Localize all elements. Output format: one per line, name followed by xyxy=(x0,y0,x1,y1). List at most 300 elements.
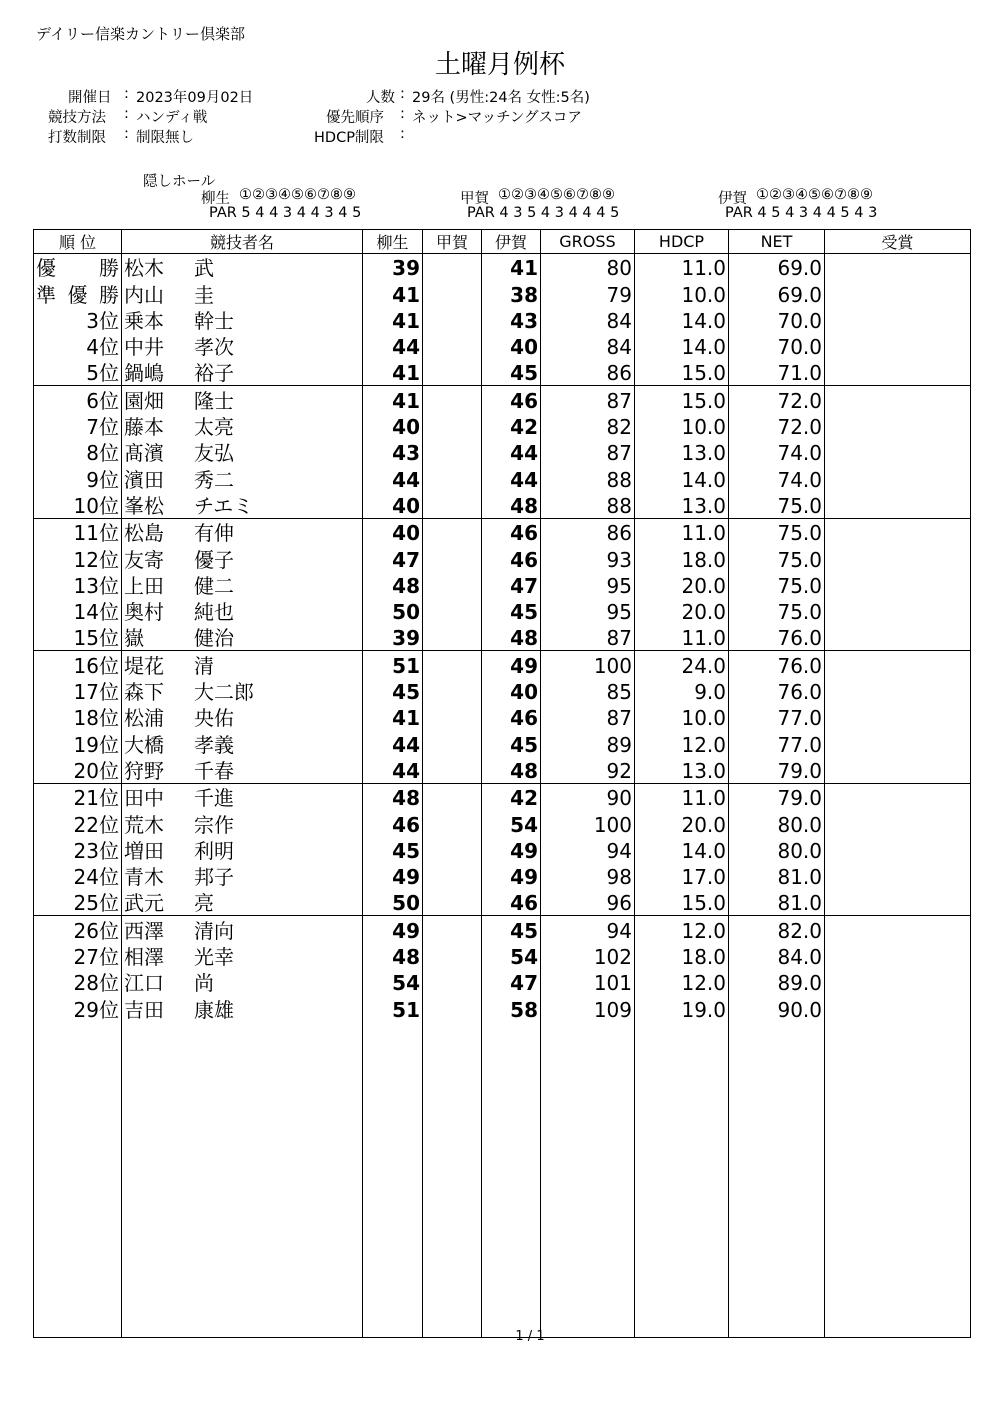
page-title: 土曜月例杯 xyxy=(434,50,565,80)
net-cell: 70.0 xyxy=(729,307,825,333)
course-yagyu-name: 柳生 xyxy=(201,191,230,207)
iga-score-cell: 49 xyxy=(482,837,541,863)
award-cell xyxy=(825,651,971,678)
rank-cell: 5位 xyxy=(34,359,122,386)
rank-cell: 優 勝 xyxy=(34,254,122,281)
col-rank-header: 順 位 xyxy=(34,230,122,254)
award-cell xyxy=(825,439,971,465)
gross-cell: 88 xyxy=(541,465,635,491)
course-koka-holes: ①②③④⑤⑥⑦⑧⑨ xyxy=(498,187,615,203)
results-table xyxy=(33,229,971,1338)
player-last-name: 青木 xyxy=(124,865,164,890)
net-cell: 81.0 xyxy=(729,863,825,889)
limit-label: 打数制限 xyxy=(48,130,106,146)
player-last-name: 鍋嶋 xyxy=(124,361,164,386)
limit-colon: : xyxy=(124,126,129,142)
col-yagyu-header: 柳生 xyxy=(363,230,423,254)
koka-score-cell xyxy=(423,624,482,651)
gross-cell: 82 xyxy=(541,413,635,439)
hdcp-cell: 12.0 xyxy=(635,730,729,756)
player-first-name: チエミ xyxy=(194,493,254,518)
player-first-name: 裕子 xyxy=(194,361,234,386)
gross-cell: 86 xyxy=(541,518,635,545)
player-first-name: 幹士 xyxy=(194,308,234,333)
iga-score-cell: 43 xyxy=(482,307,541,333)
net-cell: 77.0 xyxy=(729,704,825,730)
hdcp-cell: 13.0 xyxy=(635,757,729,784)
hdcp-cell: 12.0 xyxy=(635,969,729,995)
award-cell xyxy=(825,545,971,571)
empty-cell xyxy=(34,1022,122,1338)
net-cell: 74.0 xyxy=(729,465,825,491)
player-first-name: 亮 xyxy=(194,891,214,916)
iga-score-cell: 47 xyxy=(482,969,541,995)
table-row xyxy=(34,413,971,439)
table-row xyxy=(34,333,971,359)
priority-colon: : xyxy=(400,106,405,122)
gross-cell: 96 xyxy=(541,889,635,916)
limit-value: 制限無し xyxy=(136,130,194,146)
player-first-name: 千進 xyxy=(194,786,234,811)
player-name-cell xyxy=(122,916,363,943)
koka-score-cell xyxy=(423,439,482,465)
yagyu-score-cell: 48 xyxy=(363,783,423,810)
koka-score-cell xyxy=(423,359,482,386)
method-value: ハンディ戦 xyxy=(136,110,208,126)
player-first-name: 隆士 xyxy=(194,388,234,413)
gross-cell: 79 xyxy=(541,280,635,306)
gross-cell: 94 xyxy=(541,837,635,863)
iga-score-cell: 49 xyxy=(482,651,541,678)
player-name-cell xyxy=(122,863,363,889)
koka-score-cell xyxy=(423,916,482,943)
table-row xyxy=(34,307,971,333)
player-first-name: 光幸 xyxy=(194,945,234,970)
gross-cell: 109 xyxy=(541,995,635,1021)
net-cell: 70.0 xyxy=(729,333,825,359)
koka-score-cell xyxy=(423,465,482,491)
koka-score-cell xyxy=(423,572,482,598)
yagyu-score-cell: 47 xyxy=(363,545,423,571)
player-name-cell xyxy=(122,545,363,571)
rank-cell: 29位 xyxy=(34,995,122,1021)
koka-score-cell xyxy=(423,783,482,810)
table-row xyxy=(34,359,971,386)
net-cell: 75.0 xyxy=(729,598,825,624)
koka-score-cell xyxy=(423,995,482,1021)
player-name-cell xyxy=(122,386,363,413)
iga-score-cell: 46 xyxy=(482,518,541,545)
count-label: 人数 xyxy=(366,90,395,106)
player-name-cell xyxy=(122,572,363,598)
date-colon: : xyxy=(124,86,129,102)
player-last-name: 堤花 xyxy=(124,653,164,678)
yagyu-score-cell: 49 xyxy=(363,863,423,889)
award-cell xyxy=(825,307,971,333)
player-last-name: 園畑 xyxy=(124,388,164,413)
iga-score-cell: 38 xyxy=(482,280,541,306)
player-last-name: 中井 xyxy=(124,335,164,360)
yagyu-score-cell: 51 xyxy=(363,651,423,678)
player-first-name: 邦子 xyxy=(194,865,234,890)
empty-rows-area xyxy=(34,1022,971,1338)
col-gross-header: GROSS xyxy=(541,230,635,254)
net-cell: 69.0 xyxy=(729,280,825,306)
priority-value: ネット>マッチングスコア xyxy=(412,110,582,126)
iga-score-cell: 45 xyxy=(482,916,541,943)
hdcp-cell: 13.0 xyxy=(635,439,729,465)
rank-cell: 28位 xyxy=(34,969,122,995)
player-name-cell xyxy=(122,837,363,863)
method-colon: : xyxy=(124,106,129,122)
koka-score-cell xyxy=(423,333,482,359)
player-first-name: 央佑 xyxy=(194,706,234,731)
koka-score-cell xyxy=(423,757,482,784)
award-cell xyxy=(825,916,971,943)
player-last-name: 濱田 xyxy=(124,467,164,492)
koka-score-cell xyxy=(423,492,482,519)
player-name-cell xyxy=(122,307,363,333)
player-last-name: 西澤 xyxy=(124,918,164,943)
rank-cell: 準優勝 xyxy=(34,280,122,306)
player-first-name: 孝次 xyxy=(194,335,234,360)
gross-cell: 87 xyxy=(541,439,635,465)
gross-cell: 80 xyxy=(541,254,635,281)
player-first-name: 有伸 xyxy=(194,521,234,546)
player-last-name: 江口 xyxy=(124,971,164,996)
player-name-cell xyxy=(122,465,363,491)
player-name-cell xyxy=(122,810,363,836)
player-first-name: 康雄 xyxy=(194,997,234,1022)
player-last-name: 増田 xyxy=(124,838,164,863)
rank-cell: 27位 xyxy=(34,943,122,969)
table-row xyxy=(34,624,971,651)
player-last-name: 森下 xyxy=(124,680,164,705)
net-cell: 89.0 xyxy=(729,969,825,995)
table-row xyxy=(34,969,971,995)
award-cell xyxy=(825,359,971,386)
hdcp-cell: 18.0 xyxy=(635,943,729,969)
yagyu-score-cell: 41 xyxy=(363,359,423,386)
gross-cell: 90 xyxy=(541,783,635,810)
player-name-cell xyxy=(122,598,363,624)
gross-cell: 92 xyxy=(541,757,635,784)
hdcp-cell: 10.0 xyxy=(635,280,729,306)
yagyu-score-cell: 44 xyxy=(363,730,423,756)
award-cell xyxy=(825,386,971,413)
iga-score-cell: 42 xyxy=(482,783,541,810)
net-cell: 76.0 xyxy=(729,678,825,704)
net-cell: 90.0 xyxy=(729,995,825,1021)
iga-score-cell: 47 xyxy=(482,572,541,598)
header-row xyxy=(34,230,971,254)
net-cell: 75.0 xyxy=(729,492,825,519)
award-cell xyxy=(825,572,971,598)
iga-score-cell: 48 xyxy=(482,757,541,784)
player-name-cell xyxy=(122,280,363,306)
net-cell: 72.0 xyxy=(729,386,825,413)
award-cell xyxy=(825,969,971,995)
hdcp-cell: 10.0 xyxy=(635,704,729,730)
player-first-name: 千春 xyxy=(194,758,234,783)
player-first-name: 太亮 xyxy=(194,415,234,440)
table-row xyxy=(34,439,971,465)
gross-cell: 87 xyxy=(541,624,635,651)
net-cell: 80.0 xyxy=(729,837,825,863)
player-first-name: 尚 xyxy=(194,971,214,996)
player-name-cell xyxy=(122,704,363,730)
player-last-name: 武元 xyxy=(124,891,164,916)
player-first-name: 武 xyxy=(194,256,214,281)
gross-cell: 88 xyxy=(541,492,635,519)
gross-cell: 95 xyxy=(541,598,635,624)
net-cell: 80.0 xyxy=(729,810,825,836)
hdcp-cell: 15.0 xyxy=(635,359,729,386)
rank-cell: 12位 xyxy=(34,545,122,571)
player-last-name: 松島 xyxy=(124,521,164,546)
rank-cell: 26位 xyxy=(34,916,122,943)
player-last-name: 乗本 xyxy=(124,308,164,333)
hdcp-cell: 14.0 xyxy=(635,837,729,863)
koka-score-cell xyxy=(423,863,482,889)
award-cell xyxy=(825,889,971,916)
rank-cell: 13位 xyxy=(34,572,122,598)
empty-cell xyxy=(122,1022,363,1338)
method-label: 競技方法 xyxy=(48,110,106,126)
gross-cell: 86 xyxy=(541,359,635,386)
rank-cell: 10位 xyxy=(34,492,122,519)
rank-cell: 14位 xyxy=(34,598,122,624)
rank-cell: 24位 xyxy=(34,863,122,889)
hdcp-cell: 9.0 xyxy=(635,678,729,704)
award-cell xyxy=(825,810,971,836)
koka-score-cell xyxy=(423,943,482,969)
hdcp-cell: 24.0 xyxy=(635,651,729,678)
table-row xyxy=(34,783,971,810)
empty-cell xyxy=(423,1022,482,1338)
yagyu-score-cell: 54 xyxy=(363,969,423,995)
award-cell xyxy=(825,465,971,491)
course-yagyu-holes: ①②③④⑤⑥⑦⑧⑨ xyxy=(239,187,356,203)
award-cell xyxy=(825,598,971,624)
player-last-name: 相澤 xyxy=(124,945,164,970)
rank-cell: 6位 xyxy=(34,386,122,413)
empty-cell xyxy=(363,1022,423,1338)
yagyu-score-cell: 44 xyxy=(363,757,423,784)
koka-score-cell xyxy=(423,810,482,836)
award-cell xyxy=(825,333,971,359)
player-last-name: 奥村 xyxy=(124,600,164,625)
empty-cell xyxy=(541,1022,635,1338)
net-cell: 69.0 xyxy=(729,254,825,281)
table-row xyxy=(34,995,971,1021)
table-row xyxy=(34,280,971,306)
award-cell xyxy=(825,995,971,1021)
table-row xyxy=(34,730,971,756)
player-name-cell xyxy=(122,624,363,651)
player-first-name: 秀二 xyxy=(194,467,234,492)
koka-score-cell xyxy=(423,678,482,704)
player-name-cell xyxy=(122,359,363,386)
koka-score-cell xyxy=(423,386,482,413)
player-first-name: 利明 xyxy=(194,838,234,863)
gross-cell: 89 xyxy=(541,730,635,756)
course-koka-name: 甲賀 xyxy=(460,191,489,207)
award-cell xyxy=(825,837,971,863)
rank-cell: 25位 xyxy=(34,889,122,916)
koka-score-cell xyxy=(423,307,482,333)
rank-cell: 9位 xyxy=(34,465,122,491)
iga-score-cell: 49 xyxy=(482,863,541,889)
table-row xyxy=(34,863,971,889)
rank-cell: 20位 xyxy=(34,757,122,784)
iga-score-cell: 45 xyxy=(482,730,541,756)
player-last-name: 吉田 xyxy=(124,997,164,1022)
rank-cell: 16位 xyxy=(34,651,122,678)
page-number: 1 / 1 xyxy=(515,1329,545,1344)
table-row xyxy=(34,518,971,545)
player-name-cell xyxy=(122,333,363,359)
player-first-name: 友弘 xyxy=(194,441,234,466)
rank-cell: 21位 xyxy=(34,783,122,810)
course-iga-holes: ①②③④⑤⑥⑦⑧⑨ xyxy=(756,187,873,203)
rank-cell: 3位 xyxy=(34,307,122,333)
player-name-cell xyxy=(122,254,363,281)
player-first-name: 宗作 xyxy=(194,812,234,837)
player-name-cell xyxy=(122,783,363,810)
player-last-name: 狩野 xyxy=(124,758,164,783)
gross-cell: 98 xyxy=(541,863,635,889)
award-cell xyxy=(825,518,971,545)
yagyu-score-cell: 41 xyxy=(363,280,423,306)
koka-score-cell xyxy=(423,518,482,545)
iga-score-cell: 44 xyxy=(482,439,541,465)
koka-score-cell xyxy=(423,651,482,678)
yagyu-score-cell: 43 xyxy=(363,439,423,465)
award-cell xyxy=(825,678,971,704)
yagyu-score-cell: 41 xyxy=(363,386,423,413)
hdcp-cell: 11.0 xyxy=(635,783,729,810)
iga-score-cell: 44 xyxy=(482,465,541,491)
table-row xyxy=(34,704,971,730)
hdcp-cell: 11.0 xyxy=(635,518,729,545)
award-cell xyxy=(825,757,971,784)
player-last-name: 荒木 xyxy=(124,812,164,837)
hdcp-cell: 15.0 xyxy=(635,386,729,413)
rank-cell: 19位 xyxy=(34,730,122,756)
player-last-name: 松浦 xyxy=(124,706,164,731)
hidden-holes-label: 隠しホール xyxy=(143,174,216,190)
net-cell: 82.0 xyxy=(729,916,825,943)
hdcp-cell: 11.0 xyxy=(635,254,729,281)
iga-score-cell: 48 xyxy=(482,492,541,519)
table-row xyxy=(34,678,971,704)
yagyu-score-cell: 45 xyxy=(363,837,423,863)
gross-cell: 87 xyxy=(541,386,635,413)
player-first-name: 純也 xyxy=(194,600,234,625)
koka-score-cell xyxy=(423,254,482,281)
hdcp-cell: 20.0 xyxy=(635,598,729,624)
yagyu-score-cell: 50 xyxy=(363,598,423,624)
rank-cell: 22位 xyxy=(34,810,122,836)
player-first-name: 清 xyxy=(194,653,214,678)
iga-score-cell: 45 xyxy=(482,598,541,624)
award-cell xyxy=(825,943,971,969)
iga-score-cell: 41 xyxy=(482,254,541,281)
yagyu-score-cell: 40 xyxy=(363,413,423,439)
net-cell: 72.0 xyxy=(729,413,825,439)
net-cell: 81.0 xyxy=(729,889,825,916)
club-name: デイリー信楽カントリー倶楽部 xyxy=(36,25,245,43)
koka-score-cell xyxy=(423,889,482,916)
table-row xyxy=(34,916,971,943)
table-row xyxy=(34,810,971,836)
hdcp-cell: 12.0 xyxy=(635,916,729,943)
col-hdcp-header: HDCP xyxy=(635,230,729,254)
table-row xyxy=(34,254,971,281)
table-row xyxy=(34,572,971,598)
net-cell: 75.0 xyxy=(729,545,825,571)
rank-cell: 11位 xyxy=(34,518,122,545)
award-cell xyxy=(825,280,971,306)
player-last-name: 嶽 xyxy=(124,626,144,651)
rank-cell: 17位 xyxy=(34,678,122,704)
player-name-cell xyxy=(122,492,363,519)
gross-cell: 84 xyxy=(541,307,635,333)
gross-cell: 85 xyxy=(541,678,635,704)
yagyu-score-cell: 40 xyxy=(363,518,423,545)
table-row xyxy=(34,386,971,413)
yagyu-score-cell: 48 xyxy=(363,572,423,598)
hdcp-cell: 15.0 xyxy=(635,889,729,916)
player-name-cell xyxy=(122,995,363,1021)
yagyu-score-cell: 39 xyxy=(363,254,423,281)
date-label: 開催日 xyxy=(68,90,112,106)
col-koka-header: 甲賀 xyxy=(423,230,482,254)
award-cell xyxy=(825,783,971,810)
player-last-name: 友寄 xyxy=(124,547,164,572)
hdcp-cell: 19.0 xyxy=(635,995,729,1021)
col-name-header: 競技者名 xyxy=(122,230,363,254)
hdcp-limit-label: HDCP制限 xyxy=(314,130,384,146)
rank-cell: 18位 xyxy=(34,704,122,730)
player-last-name: 松木 xyxy=(124,256,164,281)
player-last-name: 髙濱 xyxy=(124,441,164,466)
player-name-cell xyxy=(122,413,363,439)
iga-score-cell: 40 xyxy=(482,333,541,359)
yagyu-score-cell: 50 xyxy=(363,889,423,916)
player-first-name: 圭 xyxy=(194,282,214,307)
hdcp-cell: 20.0 xyxy=(635,810,729,836)
net-cell: 79.0 xyxy=(729,783,825,810)
net-cell: 71.0 xyxy=(729,359,825,386)
gross-cell: 100 xyxy=(541,651,635,678)
hdcp-cell: 11.0 xyxy=(635,624,729,651)
iga-score-cell: 48 xyxy=(482,624,541,651)
col-award-header: 受賞 xyxy=(825,230,971,254)
player-name-cell xyxy=(122,943,363,969)
yagyu-score-cell: 49 xyxy=(363,916,423,943)
course-iga-par: PAR 4 5 4 3 4 4 5 4 3 xyxy=(725,205,878,221)
iga-score-cell: 46 xyxy=(482,545,541,571)
player-first-name: 健治 xyxy=(194,626,234,651)
player-last-name: 田中 xyxy=(124,786,164,811)
hdcp-cell: 14.0 xyxy=(635,307,729,333)
net-cell: 77.0 xyxy=(729,730,825,756)
yagyu-score-cell: 41 xyxy=(363,307,423,333)
player-name-cell xyxy=(122,969,363,995)
rank-cell: 23位 xyxy=(34,837,122,863)
